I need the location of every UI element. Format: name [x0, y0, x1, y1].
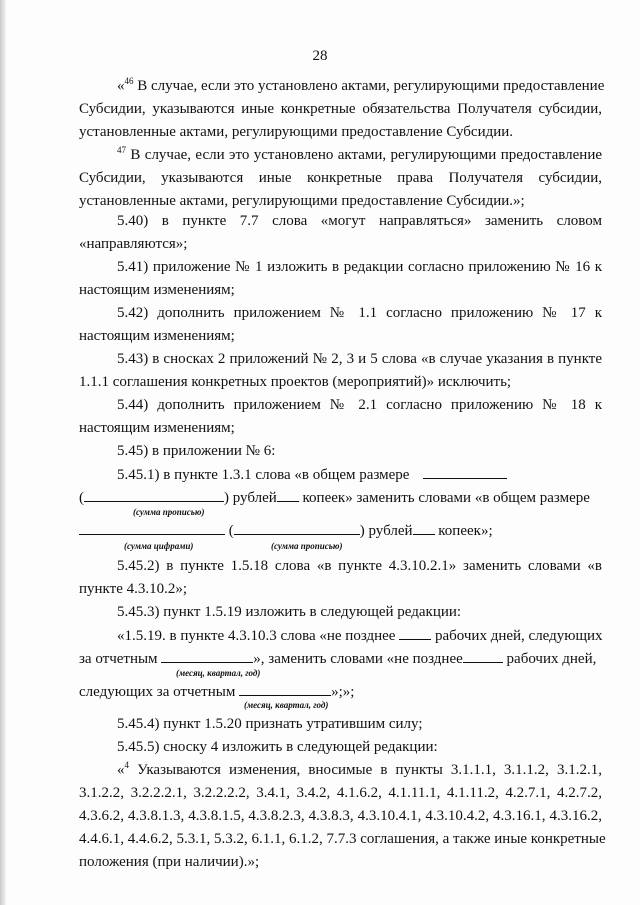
blank-kopecks [277, 489, 299, 502]
item-5-45-2-line-2: пункте 4.3.10.2»; [79, 581, 188, 597]
item-5-45-4: 5.45.4) пункт 1.5.20 признать утратившим силу; [117, 716, 423, 732]
item-5-45-2-line-1: 5.45.2) в пункте 1.5.18 слова «в пункте 4.3.10.2.1» заменить словами «в [117, 558, 602, 574]
caption-amount-words-1: (сумма прописью) [133, 507, 205, 517]
item-5-45-1-line-1: 5.45.1) в пункте 1.3.1 слова «в общем размере [117, 466, 507, 484]
footnote-47-line-1: $^{47}$ В случае, если это установлено актами, регулирующими предоставление [117, 145, 602, 163]
blank-kopecks-2 [413, 522, 435, 535]
blank-amount-digits [79, 522, 225, 535]
footnote-4-line-1: «$^4$ Указываются изменения, вносимые в пункты 3.1.1.1, 3.1.1.2, 3.1.2.1, [117, 760, 602, 778]
item-5-43-line-1: 5.43) в сносках 2 приложений № 2, 3 и 5 слова «в случае указания в пункте [117, 351, 602, 367]
blank-days-2 [463, 650, 503, 663]
caption-amount-digits: (сумма цифрами) [124, 541, 194, 551]
page-edge-shadow [0, 0, 6, 905]
item-5-45-3-line-3: за отчетным », заменить словами «не позднее рабочих дней, [79, 651, 597, 667]
item-5-45-3-line-4: следующих за отчетным »;»; [79, 684, 355, 700]
item-5-40-line-2: «направляются»; [79, 236, 188, 252]
item-5-41-line-1: 5.41) приложение № 1 изложить в редакции согласно приложению № 16 к [117, 259, 602, 275]
footnote-46-line-3: установленные актами, регулирующими предоставление Субсидии. [79, 124, 514, 140]
item-5-45: 5.45) в приложении № 6: [117, 443, 276, 459]
item-5-41-line-2: настоящим изменениям; [79, 282, 235, 298]
footnote-46-line-2: Субсидии, указываются иные конкретные обязательства Получателя субсидии, [79, 101, 602, 117]
blank-days-1 [399, 627, 431, 640]
caption-amount-words-2: (сумма прописью) [271, 541, 343, 551]
footnote-47-line-2: Субсидии, указываются иные конкретные права Получателя субсидии, [79, 170, 602, 186]
item-5-45-5: 5.45.5) сноску 4 изложить в следующей редакции: [117, 739, 438, 755]
item-5-44-line-1: 5.44) дополнить приложением № 2.1 согласно приложению № 18 к [117, 397, 602, 413]
blank-period-1 [161, 650, 253, 663]
footnote-4-line-2: 3.1.2.2, 3.2.2.2.1, 3.2.2.2.2, 3.4.1, 3.4.2, 4.1.6.2, 4.1.11.1, 4.1.11.2, 4.2.7.1, 4.2.7.2, [79, 785, 602, 801]
blank-amount-words [84, 489, 224, 502]
item-5-44-line-2: настоящим изменениям; [79, 420, 235, 436]
page-number: 28 [312, 48, 328, 64]
footnote-46-line-1: «$^{46}$ В случае, если это установлено актами, регулирующими предоставление [117, 76, 605, 94]
footnote-4-line-5: положения (при наличии).»; [79, 854, 260, 870]
footnote-4-line-3: 4.3.6.2, 4.3.8.1.3, 4.3.8.1.5, 4.3.8.2.3, 4.3.8.3, 4.3.10.4.1, 4.3.10.4.2, 4.3.16.1, 4.3.16.2, [79, 808, 602, 824]
item-5-45-3-line-2: «1.5.19. в пункте 4.3.10.3 слова «не позднее рабочих дней, следующих [117, 628, 603, 644]
blank-amount-words-2 [234, 522, 360, 535]
caption-period-2: (месяц, квартал, год) [244, 700, 329, 710]
item-5-45-1-line-2: ( ) рублей копеек» заменить словами «в общем размере [79, 490, 590, 506]
item-5-43-line-2: 1.1.1 соглашения конкретных проектов (мероприятий)» исключить; [79, 374, 512, 390]
item-5-45-1-line-3: ( ) рублей копеек»; [79, 522, 493, 540]
item-5-40-line-1: 5.40) в пункте 7.7 слова «могут направляться» заменить словом [117, 213, 602, 229]
blank-period-2 [239, 683, 331, 696]
item-5-42-line-2: настоящим изменениям; [79, 328, 235, 344]
footnote-4-line-4: 4.4.6.1, 4.4.6.2, 5.3.1, 5.3.2, 6.1.1, 6.1.2, 7.7.3 соглашения, а также иные конкретные [79, 831, 606, 847]
caption-period-1: (месяц, квартал, год) [176, 668, 261, 678]
footnote-47-line-3: установленные актами, регулирующими предоставление Субсидии.»; [79, 193, 525, 209]
item-5-45-3-line-1: 5.45.3) пункт 1.5.19 изложить в следующей редакции: [117, 604, 462, 620]
blank-amount-line [423, 466, 507, 479]
item-5-42-line-1: 5.42) дополнить приложением № 1.1 согласно приложению № 17 к [117, 305, 602, 321]
